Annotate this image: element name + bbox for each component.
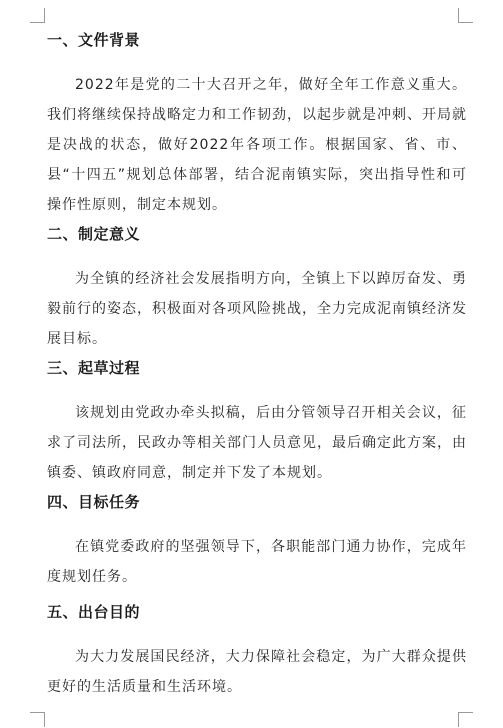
section-heading: 四、目标任务 — [47, 493, 141, 511]
crop-mark-top-right — [458, 8, 473, 23]
crop-mark-bottom-left — [30, 712, 45, 727]
section-paragraph: 该规划由党政办牵头拟稿，后由分管领导召开相关会议，征求了司法所，民政办等相关部门人员意见，最后确定此方案，由镇委、镇政府同意，制定并下发了本规划。 — [47, 405, 467, 481]
section-paragraph: 2022年是党的二十大召开之年，做好全年工作意义重大。我们将继续保持战略定力和工作韧劲，以起步就是冲刺、开局就是决战的状态，做好2022年各项工作。根据国家、省、市、县“十四五”规划总体部署，结合泥南镇实际，突出指导性和可操作性原则，制定本规划。 — [47, 77, 467, 213]
section-significance — [47, 220, 467, 354]
section-background — [47, 26, 467, 220]
section-heading: 三、起草过程 — [47, 359, 141, 377]
crop-mark-top-left — [30, 8, 45, 23]
section-purpose — [47, 598, 467, 702]
section-drafting-process — [47, 354, 467, 488]
section-heading: 五、出台目的 — [47, 603, 141, 621]
section-goals — [47, 488, 467, 592]
crop-mark-bottom-right — [458, 712, 473, 727]
section-paragraph: 在镇党委政府的坚强领导下，各职能部门通力协作，完成年度规划任务。 — [47, 539, 467, 585]
section-paragraph: 为大力发展国民经济，大力保障社会稳定，为广大群众提供更好的生活质量和生活环境。 — [47, 649, 467, 695]
section-heading: 二、制定意义 — [47, 225, 141, 243]
document-body[interactable] — [47, 26, 467, 702]
section-heading: 一、文件背景 — [47, 31, 141, 49]
section-paragraph: 为全镇的经济社会发展指明方向，全镇上下以踔厉奋发、勇毅前行的姿态，积极面对各项风险挑战，全力完成泥南镇经济发展目标。 — [47, 271, 467, 347]
